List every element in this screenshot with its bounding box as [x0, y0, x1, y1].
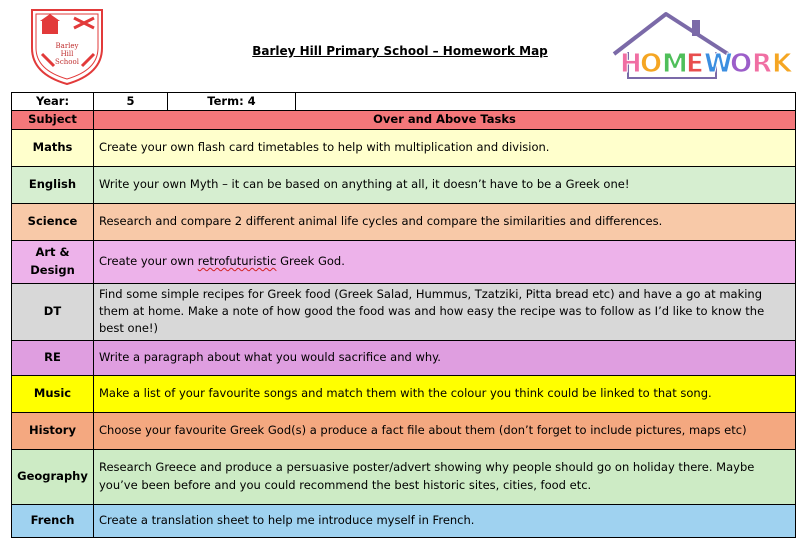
- table-row-re: [12, 340, 796, 375]
- subject-cell: Science: [12, 203, 94, 240]
- svg-text:W: W: [704, 49, 733, 79]
- subject-column-header: Subject: [12, 111, 94, 129]
- task-cell: Find some simple recipes for Greek food (Greek Salad, Hummus, Tzatziki, Pitta bread etc) and have a go at making them at home. Make a note of how good the food was and how easy the recipe was to follow as I’d like to know the best one!): [94, 283, 796, 340]
- task-cell: Create a translation sheet to help me introduce myself in French.: [94, 504, 796, 537]
- task-cell: [94, 240, 796, 283]
- svg-text:O: O: [730, 49, 753, 79]
- task-cell: Choose your favourite Greek God(s) a produce a fact file about them (don’t forget to include pictures, maps etc): [94, 412, 796, 449]
- svg-text:K: K: [772, 49, 793, 79]
- table-row-history: [12, 412, 796, 449]
- table-row-english: [12, 166, 796, 203]
- homework-house-logo: [606, 6, 796, 86]
- task-text-post: Greek God.: [276, 253, 345, 268]
- table-row-geography: [12, 449, 796, 504]
- task-cell: Write your own Myth – it can be based on anything at all, it doesn’t have to be a Greek one!: [94, 166, 796, 203]
- subject-cell: History: [12, 412, 94, 449]
- task-text-pre: Create your own: [99, 253, 198, 268]
- svg-text:H: H: [620, 49, 642, 79]
- task-cell: Research and compare 2 different animal life cycles and compare the similarities and differences.: [94, 203, 796, 240]
- subject-cell: Music: [12, 375, 94, 412]
- svg-text:Barley: Barley: [55, 42, 79, 50]
- table-row-french: [12, 504, 796, 537]
- subject-cell: French: [12, 504, 94, 537]
- subject-cell: English: [12, 166, 94, 203]
- table-row-science: [12, 203, 796, 240]
- tasks-column-header: Over and Above Tasks: [94, 111, 796, 129]
- term-label: Term: 4: [168, 93, 296, 111]
- homework-map-table: [11, 92, 796, 538]
- table-row-art-design: [12, 240, 796, 283]
- svg-text:M: M: [662, 49, 688, 79]
- year-term-spacer: [296, 93, 796, 111]
- svg-text:O: O: [640, 49, 663, 79]
- page-title: Barley Hill Primary School – Homework Map: [252, 44, 548, 58]
- subject-cell: Maths: [12, 129, 94, 166]
- spellcheck-word: retrofuturistic: [197, 253, 277, 268]
- task-cell: Create your own flash card timetables to help with multiplication and division.: [94, 129, 796, 166]
- task-cell: Research Greece and produce a persuasive poster/advert showing why people should go on holiday there. Maybe you’ve been before and you could recommend the best historic sites, cities, food etc.: [94, 449, 796, 504]
- table-row-dt: [12, 283, 796, 340]
- svg-text:R: R: [752, 49, 773, 79]
- subject-cell: Geography: [12, 449, 94, 504]
- svg-text:E: E: [686, 49, 704, 79]
- task-cell: Write a paragraph about what you would sacrifice and why.: [94, 340, 796, 375]
- subject-cell: DT: [12, 283, 94, 340]
- svg-text:School: School: [55, 58, 79, 66]
- subject-cell: Art & Design: [12, 240, 94, 283]
- subject-cell: RE: [12, 340, 94, 375]
- task-cell: Make a list of your favourite songs and match them with the colour you think could be linked to that song.: [94, 375, 796, 412]
- column-header-row: [12, 111, 796, 129]
- year-term-row: [12, 93, 796, 111]
- svg-text:Hill: Hill: [60, 50, 74, 58]
- table-row-maths: [12, 129, 796, 166]
- year-label: Year:: [12, 93, 94, 111]
- table-row-music: [12, 375, 796, 412]
- page-header: [0, 0, 800, 92]
- year-value: 5: [94, 93, 168, 111]
